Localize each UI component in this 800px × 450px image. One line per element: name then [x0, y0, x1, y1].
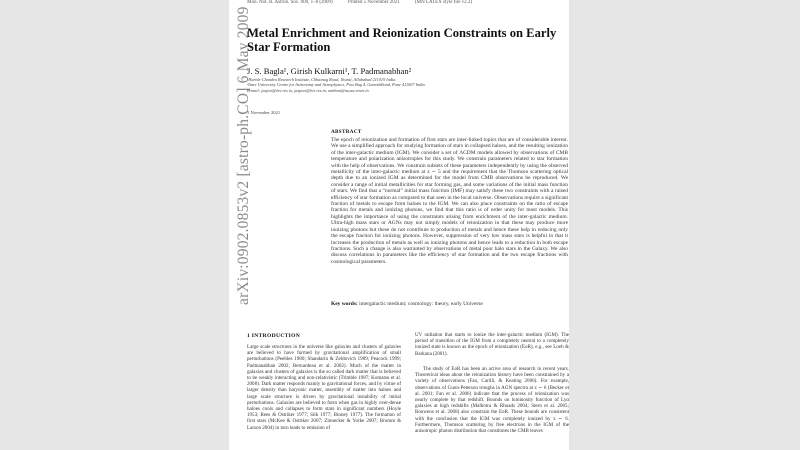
intro-left-column: Large scale structures in the universe like galaxies and clusters of galaxies are believed to have formed by gravitational amplification of small perturbations (Peebles 1980; Shandarin & Zeldovich 1989; Peacock 1999; Padmanabhan 2002; Bernardeau et al. 2002). Much of the matter in galaxies and clusters of galaxies is the so called dark matter that is believed to be weakly interacting and non-relativistic (Trimble 1987; Komatsu et al. 2008). Dark matter responds mainly to gravitational forces, and by virtue of larger density than baryonic matter, assembly of matter into haloes and large scale structure is driven by gravitational instability of initial perturbations. Galaxies are believed to form when gas in highly over-dense haloes cools and collapses to form stars in significant numbers (Hoyle 1953; Rees & Ostriker 1977; Silk 1977; Binney 1977). The formation of first stars (McKee & Ostriker 2007; Zinnecker & Yorke 2007; Bromm & Larson 2004) in turn leads to emission of: [247, 344, 401, 431]
manuscript-date: 5 November 2021: [247, 110, 281, 115]
affiliation-2: ²Inter University Centre for Astronomy and Astrophysics, Post Bag 4, Ganeshkhind, Pune 411007 India.: [247, 82, 426, 88]
affiliation-1: ¹Harish-Chandra Research Institute, Chhatnag Road, Jhunsi, Allahabad 211019 India.: [247, 77, 397, 82]
affiliations: [247, 77, 426, 93]
author-list: J. S. Bagla¹, Girish Kulkarni¹, T. Padmanabhan²: [247, 66, 412, 76]
right-margin-background: [569, 0, 800, 450]
journal-citation: Mon. Not. R. Astron. Soc. 000, 1–8 (2009): [247, 0, 333, 5]
keywords: [331, 301, 568, 307]
style-file-note: (MN LATEX style file v2.2): [415, 0, 473, 5]
printed-date: Printed 5 November 2021: [347, 0, 400, 5]
abstract-text: The epoch of reionization and formation of first stars are inter-linked topics that are of considerable interest. We use a simplified approach for studying formation of stars in collapsed haloes, and the resulting ionization of the inter-galactic medium (IGM). We consider a set of ΛCDM models allowed by observations of CMB temperature and polarization anisotropies for this study. We constrain parameters related to star formation with the help of observations. We constrain subsets of these parameters independently by using the observed metallicity of the inter-galactic medium at z ∼ 5 and the requirement that the Thomson scattering optical depth due to an ionized IGM as determined for the model from CMB observations be reproduced. We consider a range of initial metallicities for star forming gas, and some variations of the initial mass function of stars. We find that a “normal” initial mass function (IMF) may satisfy these two constraints with a raised efficiency of star formation as compared to that seen in the local universe. Observations require a significant fraction of metals to escape from haloes to the IGM. We can also place constraints on the ratio of escape fraction for metals and ionizing photons, we find that this ratio is of order unity for most models. This highlights the importance of using the constraints arising from enrichment of the inter-galactic medium. Ultra-high mass stars or AGNs may not simply models of reionization in that these may produce more ionizing photons but these do not contribute to production of metals and hence these help in reducing only the escape fraction for ionizing photons. However, suppression of very low mass stars is helpful in that it increases the production of metals as well as ionizing photons and hence leads to a reduction in both escape fractions. Such a change is also warranted by observations of metal poor halo stars in the Galaxy. We also discuss correlations in parameters like the efficiency of star formation and the two escape fractions with cosmological parameters.: [331, 137, 568, 265]
arxiv-identifier: arXiv:0902.0853v2 [astro-ph.CO] 6 May 2009: [235, 6, 252, 305]
keywords-list: intergalactic medium; cosmology: theory, early Universe: [359, 301, 483, 307]
author-emails: E-mail: jasjeet@hri.res.in, jaspeet@hri.res.in, nabhan@iucaa.ernet.in: [247, 87, 369, 93]
keywords-label: Key words:: [331, 301, 358, 307]
section-heading-introduction: 1 INTRODUCTION: [247, 333, 301, 339]
intro-right-column-top: UV radiation that starts to ionize the inter-galactic medium (IGM). The period of transition of the IGM from a completely neutral to a completely ionized state is known as the epoch of reionization (EoR), e.g., see Loeb & Barkana (2001).: [415, 332, 569, 357]
left-margin-background: [0, 0, 229, 450]
running-header: [247, 0, 486, 5]
intro-right-column-paragraph: The study of EoR has been an active area of research in recent years. Theoretical ideas about the reionization history have been constrained by a variety of observations (Fan, Carilli, & Keating 2006). For example, observations of Gunn-Peterson troughs in AGN spectra at z ∼ 6 (Becker et al. 2001; Fan et al. 2006) indicate that the process of reionization was nearly complete by that redshift. Bounds on luminosity function of Lyα galaxies at high redshifts (Malhotra & Rhoads 2004; Stern et al. 2005; Bouwens et al. 2008) also constrain the EoR. These bounds are consistent with the conclusion that the IGM was completely ionized by z ∼ 6. Furthermore, Thomson scattering by free electrons in the IGM of the anisotropic photon distribution that constitutes the CMB leaves: [415, 366, 569, 435]
paper-title: Metal Enrichment and Reionization Constraints on Early Star Formation: [247, 26, 557, 54]
abstract-heading: ABSTRACT: [331, 129, 362, 135]
paper-page: [229, 0, 569, 450]
